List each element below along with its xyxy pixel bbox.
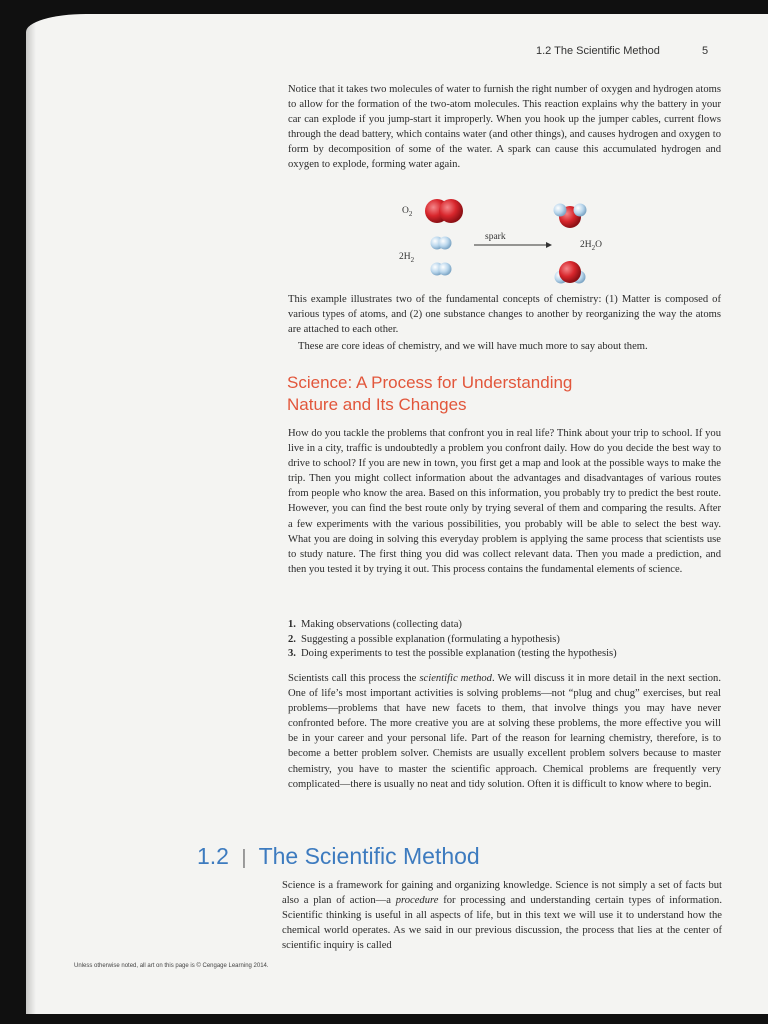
running-head-title: 1.2 The Scientific Method — [536, 45, 660, 57]
list-item-text: Making observations (collecting data) — [301, 619, 462, 630]
chapter-section-heading — [197, 843, 480, 871]
list-item — [288, 618, 721, 633]
closing-paragraph: Scientists call this process the scientific method. We will discuss it in more detail in the next section. One of life’s most important activities is solving problems—not “plug and chug” exercises, but real problems—problems that have new facets to them, that involve things you may have never confronted before. The more creative you are at solving these problems, the more effective you will be in your career and your personal life. Part of the reason for learning chemistry, therefore, is to become a better problem solver. Chemists are usually excellent problem solvers because to master chemistry, you have to master the scientific approach. Chemical problems are frequently very complicated—there is usually no neat and tidy solution. Often it is difficult to know where to begin. — [288, 673, 721, 790]
list-item-number: 3. — [288, 648, 296, 660]
term-procedure: procedure — [395, 895, 439, 907]
list-item-text: Doing experiments to test the possible explanation (testing the hypothesis) — [301, 648, 617, 660]
h2-molecule-top — [431, 237, 452, 250]
reaction-diagram-art — [386, 196, 616, 288]
heading-separator: | — [241, 847, 247, 869]
list-item-number: 2. — [288, 633, 296, 645]
label-2h2: $2H_2$ — [399, 252, 415, 264]
art-credit: Unless otherwise noted, all art on this page is © Cengage Learning 2014. — [74, 963, 269, 969]
textbook-page — [26, 14, 768, 1014]
list-item-number: 1. — [288, 619, 296, 630]
section-heading-line-2: Nature and Its Changes — [287, 395, 467, 414]
method-steps-list — [288, 618, 721, 662]
reaction-diagram — [386, 196, 616, 288]
arrow-label-spark: spark — [485, 232, 506, 242]
page-number: 5 — [702, 45, 709, 57]
section-title: The Scientific Method — [258, 843, 480, 869]
section-heading — [287, 372, 707, 416]
h2o-molecule-top — [554, 204, 587, 229]
h2o-molecule-bottom — [555, 261, 586, 284]
intro-paragraph: Notice that it takes two molecules of water to furnish the right number of oxygen and hydrogen atoms to allow for the formation of the two-atom molecules. This reaction explains why the battery in your car can explode if you jump-start it improperly. When you hook up the jumper cables, current flows through the dead battery, which contains water (and other things), and causes hydrogen and oxygen to form by decomposition of some of the water. A spark can cause this accumulated hydrogen and oxygen to explode, forming water again. — [288, 84, 721, 171]
example-paragraph-1: This example illustrates two of the fundamental concepts of chemistry: (1) Matter is composed of various types of atoms, and (2) one substance changes to another by reorganizing the way the atoms are attached to each other. — [288, 294, 721, 336]
label-2h2o: $2H_2O$ — [580, 240, 602, 252]
o2-molecule — [425, 199, 463, 223]
list-item — [288, 647, 721, 662]
page-binding-shadow — [26, 14, 36, 1014]
term-scientific-method: scientific method — [419, 673, 492, 684]
section-heading-line-1: Science: A Process for Understanding — [287, 373, 573, 392]
label-o2: $O_2$ — [402, 206, 413, 218]
chapter-section-paragraph: Science is a framework for gaining and organizing knowledge. Science is not simply a set of facts but also a plan of action—a procedure for processing and understanding certain types of information. Scientific thinking is useful in all aspects of life, but in this text we will use it to understand how the chemical world operates. As we said in our previous discussion, the process that lies at the center of scientific inquiry is called — [282, 880, 722, 952]
list-item — [288, 633, 721, 648]
section-paragraph: How do you tackle the problems that confront you in real life? Think about your trip to school. If you live in a city, traffic is undoubtedly a problem you confront daily. How do you decide the best way to drive to school? If you are new in town, you first get a map and look at the possible ways to make the trip. Then you might collect information about the advantages and disadvantages of various routes from people who know the area. Based on this information, you probably try to predict the best route. However, you can find the best route only by trying several of them and comparing the results. After a few experiments with the various possibilities, you probably will be able to select the best way. What you are doing in solving this everyday problem is applying the same process that scientists use to study nature. The first thing you did was collect relevant data. Then you made a prediction, and then you tested it by trying it out. This process contains the fundamental elements of science. — [288, 428, 721, 575]
list-item-text: Suggesting a possible explanation (formulating a hypothesis) — [301, 633, 560, 645]
reaction-arrow — [474, 242, 552, 248]
h2-molecule-bottom — [431, 263, 452, 276]
section-number: 1.2 — [197, 843, 229, 869]
example-paragraph-2: These are core ideas of chemistry, and we will have much more to say about them. — [298, 341, 648, 352]
